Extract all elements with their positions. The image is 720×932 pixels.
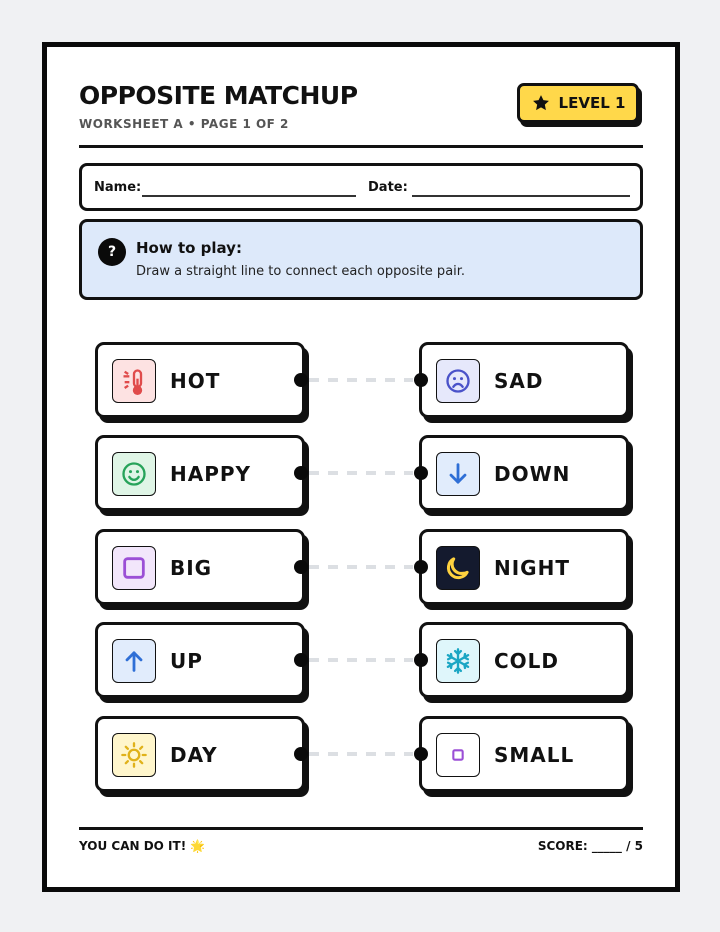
- right-connector-dot[interactable]: [414, 653, 428, 667]
- right-word-label: DOWN: [494, 462, 571, 486]
- left-connector-dot[interactable]: [294, 466, 308, 480]
- left-word-card[interactable]: [95, 342, 305, 418]
- smile-icon: [112, 452, 156, 496]
- right-word-label: NIGHT: [494, 556, 570, 580]
- left-connector-dot[interactable]: [294, 747, 308, 761]
- date-label: Date:: [368, 180, 408, 195]
- left-word-label: UP: [170, 649, 203, 673]
- worksheet-subtitle: WORKSHEET A • PAGE 1 OF 2: [79, 117, 289, 131]
- small-square-icon: [436, 733, 480, 777]
- sun-icon: [112, 733, 156, 777]
- big-square-icon: [112, 546, 156, 590]
- left-word-card[interactable]: [95, 435, 305, 511]
- right-connector-dot[interactable]: [414, 560, 428, 574]
- left-word-label: DAY: [170, 743, 218, 767]
- question-icon: ?: [98, 238, 126, 266]
- name-label: Name:: [94, 180, 142, 195]
- right-word-card[interactable]: [419, 622, 629, 698]
- snowflake-icon: [436, 639, 480, 683]
- left-connector-dot[interactable]: [294, 653, 308, 667]
- instructions-text: Draw a straight line to connect each opposite pair.: [136, 264, 466, 279]
- worksheet: [42, 42, 680, 892]
- right-connector-dot[interactable]: [414, 466, 428, 480]
- left-word-card[interactable]: [95, 529, 305, 605]
- thermometer-hot-icon: [112, 359, 156, 403]
- worksheet-title: OPPOSITE MATCHUP: [79, 81, 358, 110]
- left-word-label: BIG: [170, 556, 213, 580]
- right-word-card[interactable]: [419, 529, 629, 605]
- left-connector-dot[interactable]: [294, 373, 308, 387]
- left-word-card[interactable]: [95, 716, 305, 792]
- left-word-card[interactable]: [95, 622, 305, 698]
- score-text: SCORE: _____ / 5: [537, 839, 643, 853]
- right-word-card[interactable]: [419, 716, 629, 792]
- arrow-up-icon: [112, 639, 156, 683]
- right-word-label: SAD: [494, 369, 544, 393]
- right-word-label: COLD: [494, 649, 560, 673]
- left-word-label: HAPPY: [170, 462, 252, 486]
- right-word-card[interactable]: [419, 342, 629, 418]
- left-word-label: HOT: [170, 369, 221, 393]
- right-word-card[interactable]: [419, 435, 629, 511]
- moon-icon: [436, 546, 480, 590]
- right-word-label: SMALL: [494, 743, 575, 767]
- footer-divider: [79, 827, 643, 830]
- right-connector-dot[interactable]: [414, 747, 428, 761]
- frown-icon: [436, 359, 480, 403]
- encouragement-text: YOU CAN DO IT! 🌟: [79, 839, 206, 853]
- right-connector-dot[interactable]: [414, 373, 428, 387]
- instructions-title: How to play:: [136, 239, 242, 257]
- arrow-down-icon: [436, 452, 480, 496]
- level-label: LEVEL 1: [558, 94, 626, 112]
- left-connector-dot[interactable]: [294, 560, 308, 574]
